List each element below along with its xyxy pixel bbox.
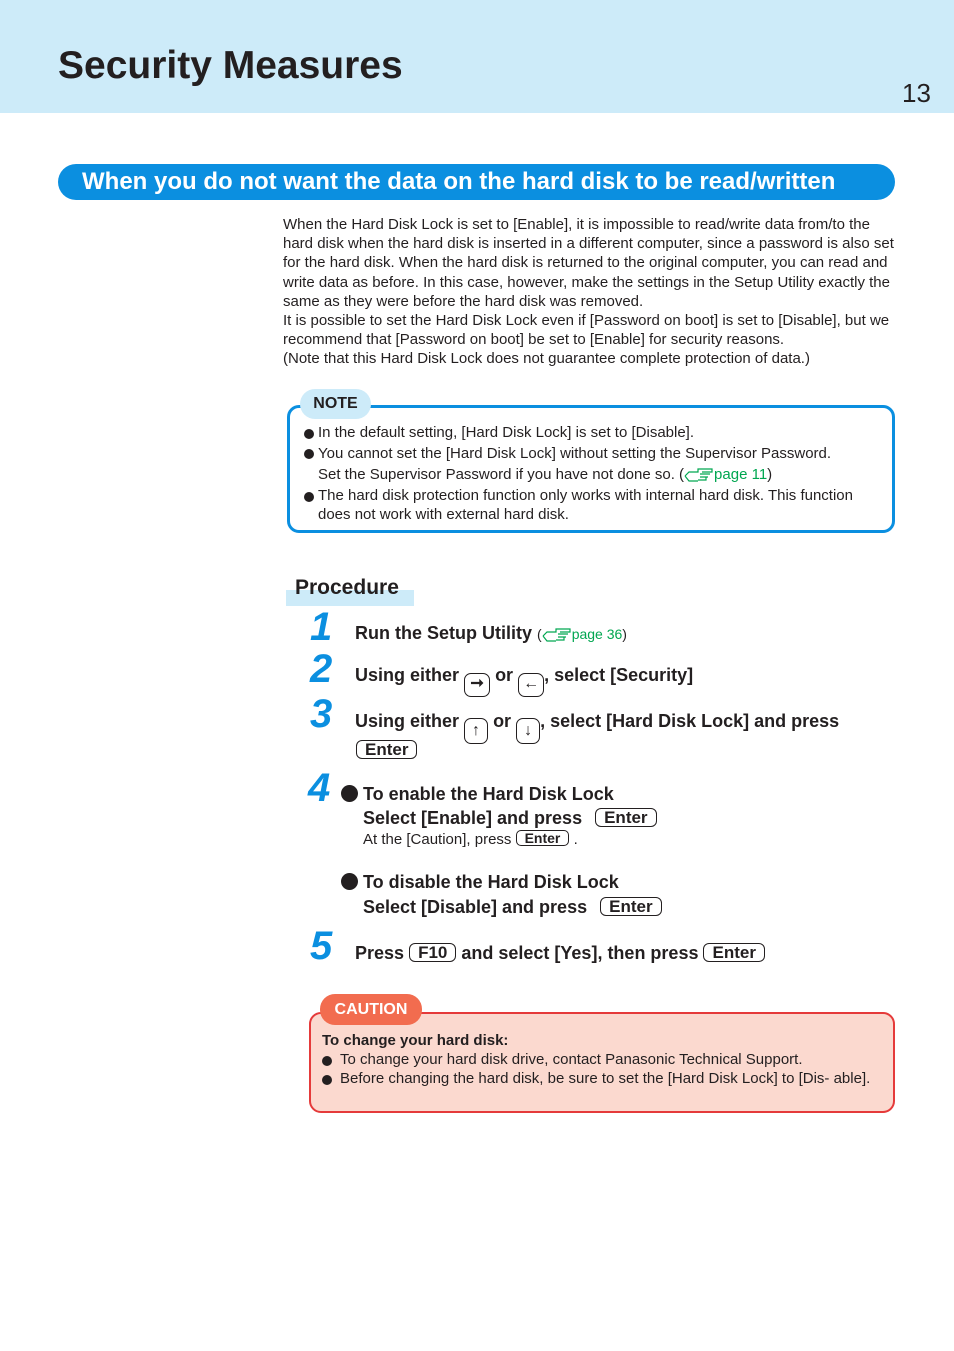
right-arrow-key-icon: ➞ [464,673,490,697]
step-3-text-post: , select [Hard Disk Lock] and press [540,711,840,731]
bullet-icon [341,873,358,890]
intro-paragraph-1: When the Hard Disk Lock is set to [Enable], it is impossible to read/write data from/to the hard disk when the hard disk is inserted in a different computer, since a password is also set for the hard disk. When the hard disk is returned to the original computer, you can read and write data as before. In this case, however, make the settings in the Setup Utility exactly the same as they were before the hard disk was removed. [283,216,894,310]
procedure-label-text: Procedure [295,576,399,599]
step-5-text-pre: Press [355,943,405,963]
note-item-2-text-b: Set the Supervisor Password if you have not done so. ( [318,465,685,483]
caution-item-2 [322,1069,884,1088]
step-3-key-row [356,739,417,761]
note-list [304,423,889,525]
bullet-icon [304,429,314,439]
page-11-link[interactable]: page 11 [714,465,768,483]
step-1 [355,622,627,645]
note-item-2 [304,443,889,485]
note-item-2-close: ) [767,465,773,483]
step-1-number: 1 [310,605,333,649]
step-2-text-post: , select [Security] [544,665,694,685]
procedure-label [286,576,414,606]
step-4-enable-heading [341,783,614,805]
intro-text [283,215,895,369]
disable-instruction: Select [Disable] and press [363,897,588,917]
caution-period: . [573,831,578,848]
pointing-hand-icon [542,625,572,644]
up-arrow-key-icon: ↑ [464,718,488,744]
step-2-or: or [495,665,514,685]
step-5 [355,942,765,964]
enable-instruction: Select [Enable] and press [363,808,583,828]
step-3-text-pre: Using either [355,711,460,731]
note-item-1 [304,423,889,443]
step-1-paren: ( [537,626,542,642]
caution-item-1-text: To change your hard disk drive, contact Panasonic Technical Support. [340,1051,803,1068]
section-title: When you do not want the data on the hard disk to be read/written [82,168,836,195]
caution-label: CAUTION [334,1001,408,1018]
step-4-disable-text [363,896,662,918]
note-item-3-text: The hard disk protection function only works with internal hard disk. This function does not work with external hard disk. [318,486,853,523]
bullet-icon [304,449,314,459]
step-5-number: 5 [310,924,333,968]
f10-key: F10 [409,943,456,962]
enable-heading-text: To enable the Hard Disk Lock [363,784,614,804]
note-item-2-text: You cannot set the [Hard Disk Lock] without setting the Supervisor Password. [318,444,832,462]
step-5-text-mid: and select [Yes], then press [461,943,699,963]
enter-key: Enter [356,740,417,759]
step-3-number: 3 [310,692,333,736]
note-item-1-text: In the default setting, [Hard Disk Lock] is set to [Disable]. [318,424,695,441]
note-item-3 [304,486,889,525]
note-label-tab [300,389,371,419]
enter-key: Enter [703,943,764,962]
section-banner [58,164,895,200]
disable-heading-text: To disable the Hard Disk Lock [363,872,619,892]
header-band [0,0,954,113]
bullet-icon [341,785,358,802]
step-4-enable-text [363,807,657,829]
caution-item-1 [322,1050,884,1069]
enter-key-small: Enter [516,830,570,846]
page-title: Security Measures [58,44,403,87]
intro-paragraph-2: It is possible to set the Hard Disk Lock even if [Password on boot] is set to [Disable], but we recommend that [Password on boot] be set to [Enable] for security reasons. [283,312,890,349]
bullet-icon [322,1075,332,1085]
step-3 [355,710,839,744]
step-2-text-pre: Using either [355,665,460,685]
caution-instruction: At the [Caution], press [363,831,512,848]
note-label: NOTE [313,395,358,412]
page-36-link[interactable]: page 36 [571,626,623,642]
page-number: 13 [902,78,931,108]
caution-heading: To change your hard disk: [322,1032,509,1049]
down-arrow-key-icon: ↓ [516,718,540,744]
step-4-caution-line [363,830,578,849]
step-2 [355,664,693,697]
caution-label-tab [320,994,422,1025]
enter-key: Enter [595,808,656,827]
intro-paragraph-3: (Note that this Hard Disk Lock does not guarantee complete protection of data.) [283,350,810,368]
enter-key: Enter [600,897,661,916]
step-1-text: Run the Setup Utility [355,623,532,643]
step-1-paren-close: ) [622,626,627,642]
caution-list [322,1050,884,1088]
step-2-number: 2 [310,647,333,691]
bullet-icon [304,492,314,502]
pointing-hand-icon [684,465,714,484]
caution-item-2-text: Before changing the hard disk, be sure to set the [Hard Disk Lock] to [Dis- able]. [340,1070,871,1087]
bullet-icon [322,1056,332,1066]
left-arrow-key-icon: ← [518,673,544,697]
step-4-disable-heading [341,871,619,893]
step-4-number: 4 [308,766,331,810]
step-3-or: or [493,711,512,731]
